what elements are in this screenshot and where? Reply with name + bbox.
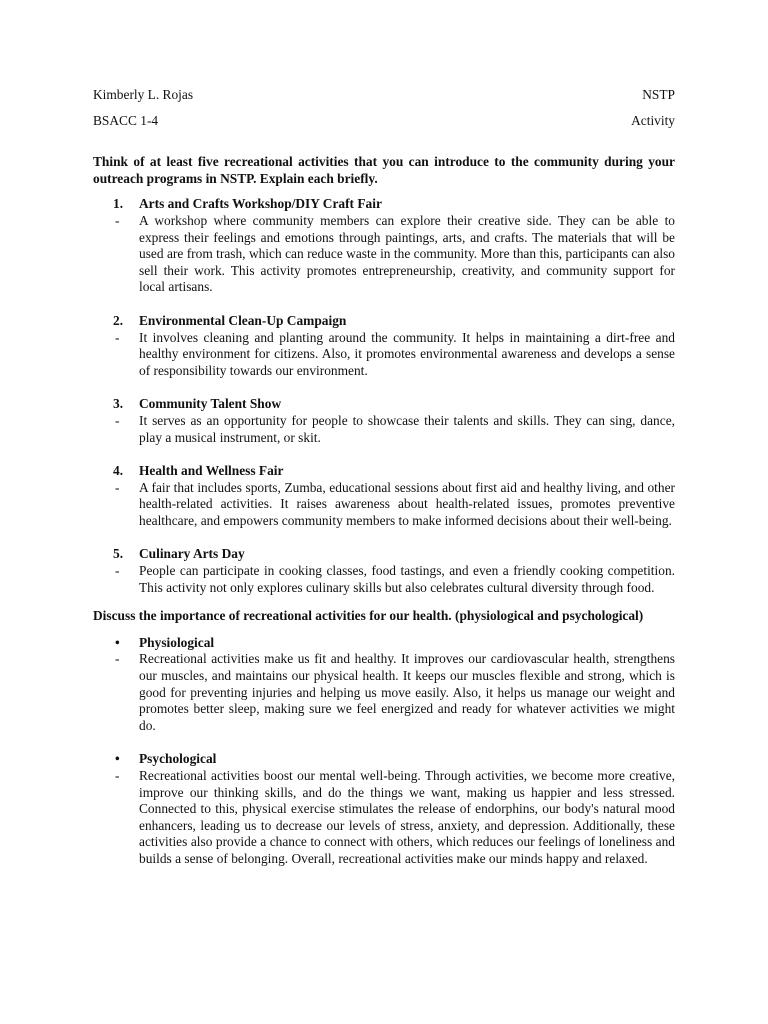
- bullet-marker: •: [115, 751, 120, 767]
- item-title: Culinary Arts Day: [139, 546, 245, 562]
- item-title: Community Talent Show: [139, 396, 282, 412]
- item-number: 2.: [113, 312, 124, 328]
- question-2: Discuss the importance of recreational activities for our health. (physiological and psychological): [93, 608, 644, 624]
- dash-marker: -: [115, 329, 120, 345]
- item-title: Environmental Clean-Up Campaign: [139, 312, 347, 328]
- item-number: 1.: [113, 196, 124, 212]
- item-title: Psychological: [139, 751, 217, 767]
- dash-marker: -: [115, 479, 120, 495]
- bullet-marker: •: [115, 634, 120, 650]
- question-1: Think of at least five recreational activities that you can introduce to the community during your outreach programs in NSTP. Explain each briefly.: [93, 154, 675, 186]
- list-item: [93, 196, 675, 296]
- list-item: [93, 635, 675, 735]
- item-text: A workshop where community members can explore their creative side. They can be able to express their feelings and emotions through paintings, arts, and crafts. The materials that will be used are from trash, which can reduce waste in the community. More than this, participants can also sell their work. This activity promotes entrepreneurship, creativity, and community support for local artisans.: [139, 212, 675, 295]
- item-number: 5.: [113, 546, 124, 562]
- item-text: It involves cleaning and planting around the community. It helps in maintaining a dirt-free and healthy environment for citizens. Also, it promotes environmental awareness and develops a sense of responsibility towards our environment.: [139, 329, 675, 378]
- item-text: People can participate in cooking classes, food tastings, and even a friendly cooking competition. This activity not only explores culinary skills but also celebrates cultural diversity through food.: [139, 563, 675, 595]
- student-name: Kimberly L. Rojas: [93, 87, 194, 102]
- item-title: Arts and Crafts Workshop/DIY Craft Fair: [139, 196, 382, 212]
- item-title: Health and Wellness Fair: [139, 463, 284, 479]
- header-row-2: [93, 113, 675, 130]
- benefits-list: [93, 635, 675, 868]
- list-item: [93, 463, 675, 529]
- list-item: [93, 313, 675, 379]
- dash-marker: -: [115, 768, 120, 783]
- activities-list: [93, 196, 675, 596]
- item-number: 4.: [113, 463, 124, 479]
- item-text: Recreational activities boost our mental well-being. Through activities, we become more creative, improve our thinking skills, and do the things we want, making us happier and less stressed. Connected to this, physical exercise stimulates the release of endorphins, our body's natural mood enhancers, leading us to decrease our levels of stress, anxiety, and depression. Additionally, these activities also provide a chance to connect with others, which reduces our feelings of loneliness and builds a sense of belonging. Overall, recreational activities make our minds happy and relaxed.: [139, 768, 675, 866]
- student-section: BSACC 1-4: [93, 112, 159, 128]
- dash-marker: -: [115, 651, 120, 667]
- item-number: 3.: [113, 396, 124, 412]
- header-row-1: [93, 87, 675, 104]
- item-title: Physiological: [139, 634, 215, 650]
- document-type: Activity: [631, 112, 675, 128]
- item-text: It serves as an opportunity for people to showcase their talents and skills. They can sing, dance, play a musical instrument, or skit.: [139, 412, 675, 445]
- list-item: [93, 396, 675, 446]
- item-text: Recreational activities make us fit and healthy. It improves our cardiovascular health, strengthens our muscles, and maintains our physical health. It keeps our muscles flexible and strong, which is good for preventing injuries and helping us move easily. Also, it helps us manage our weight and promotes better sleep, making sure we feel energized and ready for whatever activities we might do.: [139, 651, 675, 733]
- item-text: A fair that includes sports, Zumba, educational sessions about first aid and healthy living, and other health-related activities. It raises awareness about health-related issues, promotes preventive healthcare, and empowers community members to make informed decisions about their well-being.: [139, 479, 675, 528]
- list-item: [93, 546, 675, 596]
- list-item: [93, 751, 675, 867]
- dash-marker: -: [115, 412, 120, 428]
- dash-marker: -: [115, 212, 120, 228]
- dash-marker: -: [115, 563, 120, 579]
- course-name: NSTP: [642, 87, 675, 102]
